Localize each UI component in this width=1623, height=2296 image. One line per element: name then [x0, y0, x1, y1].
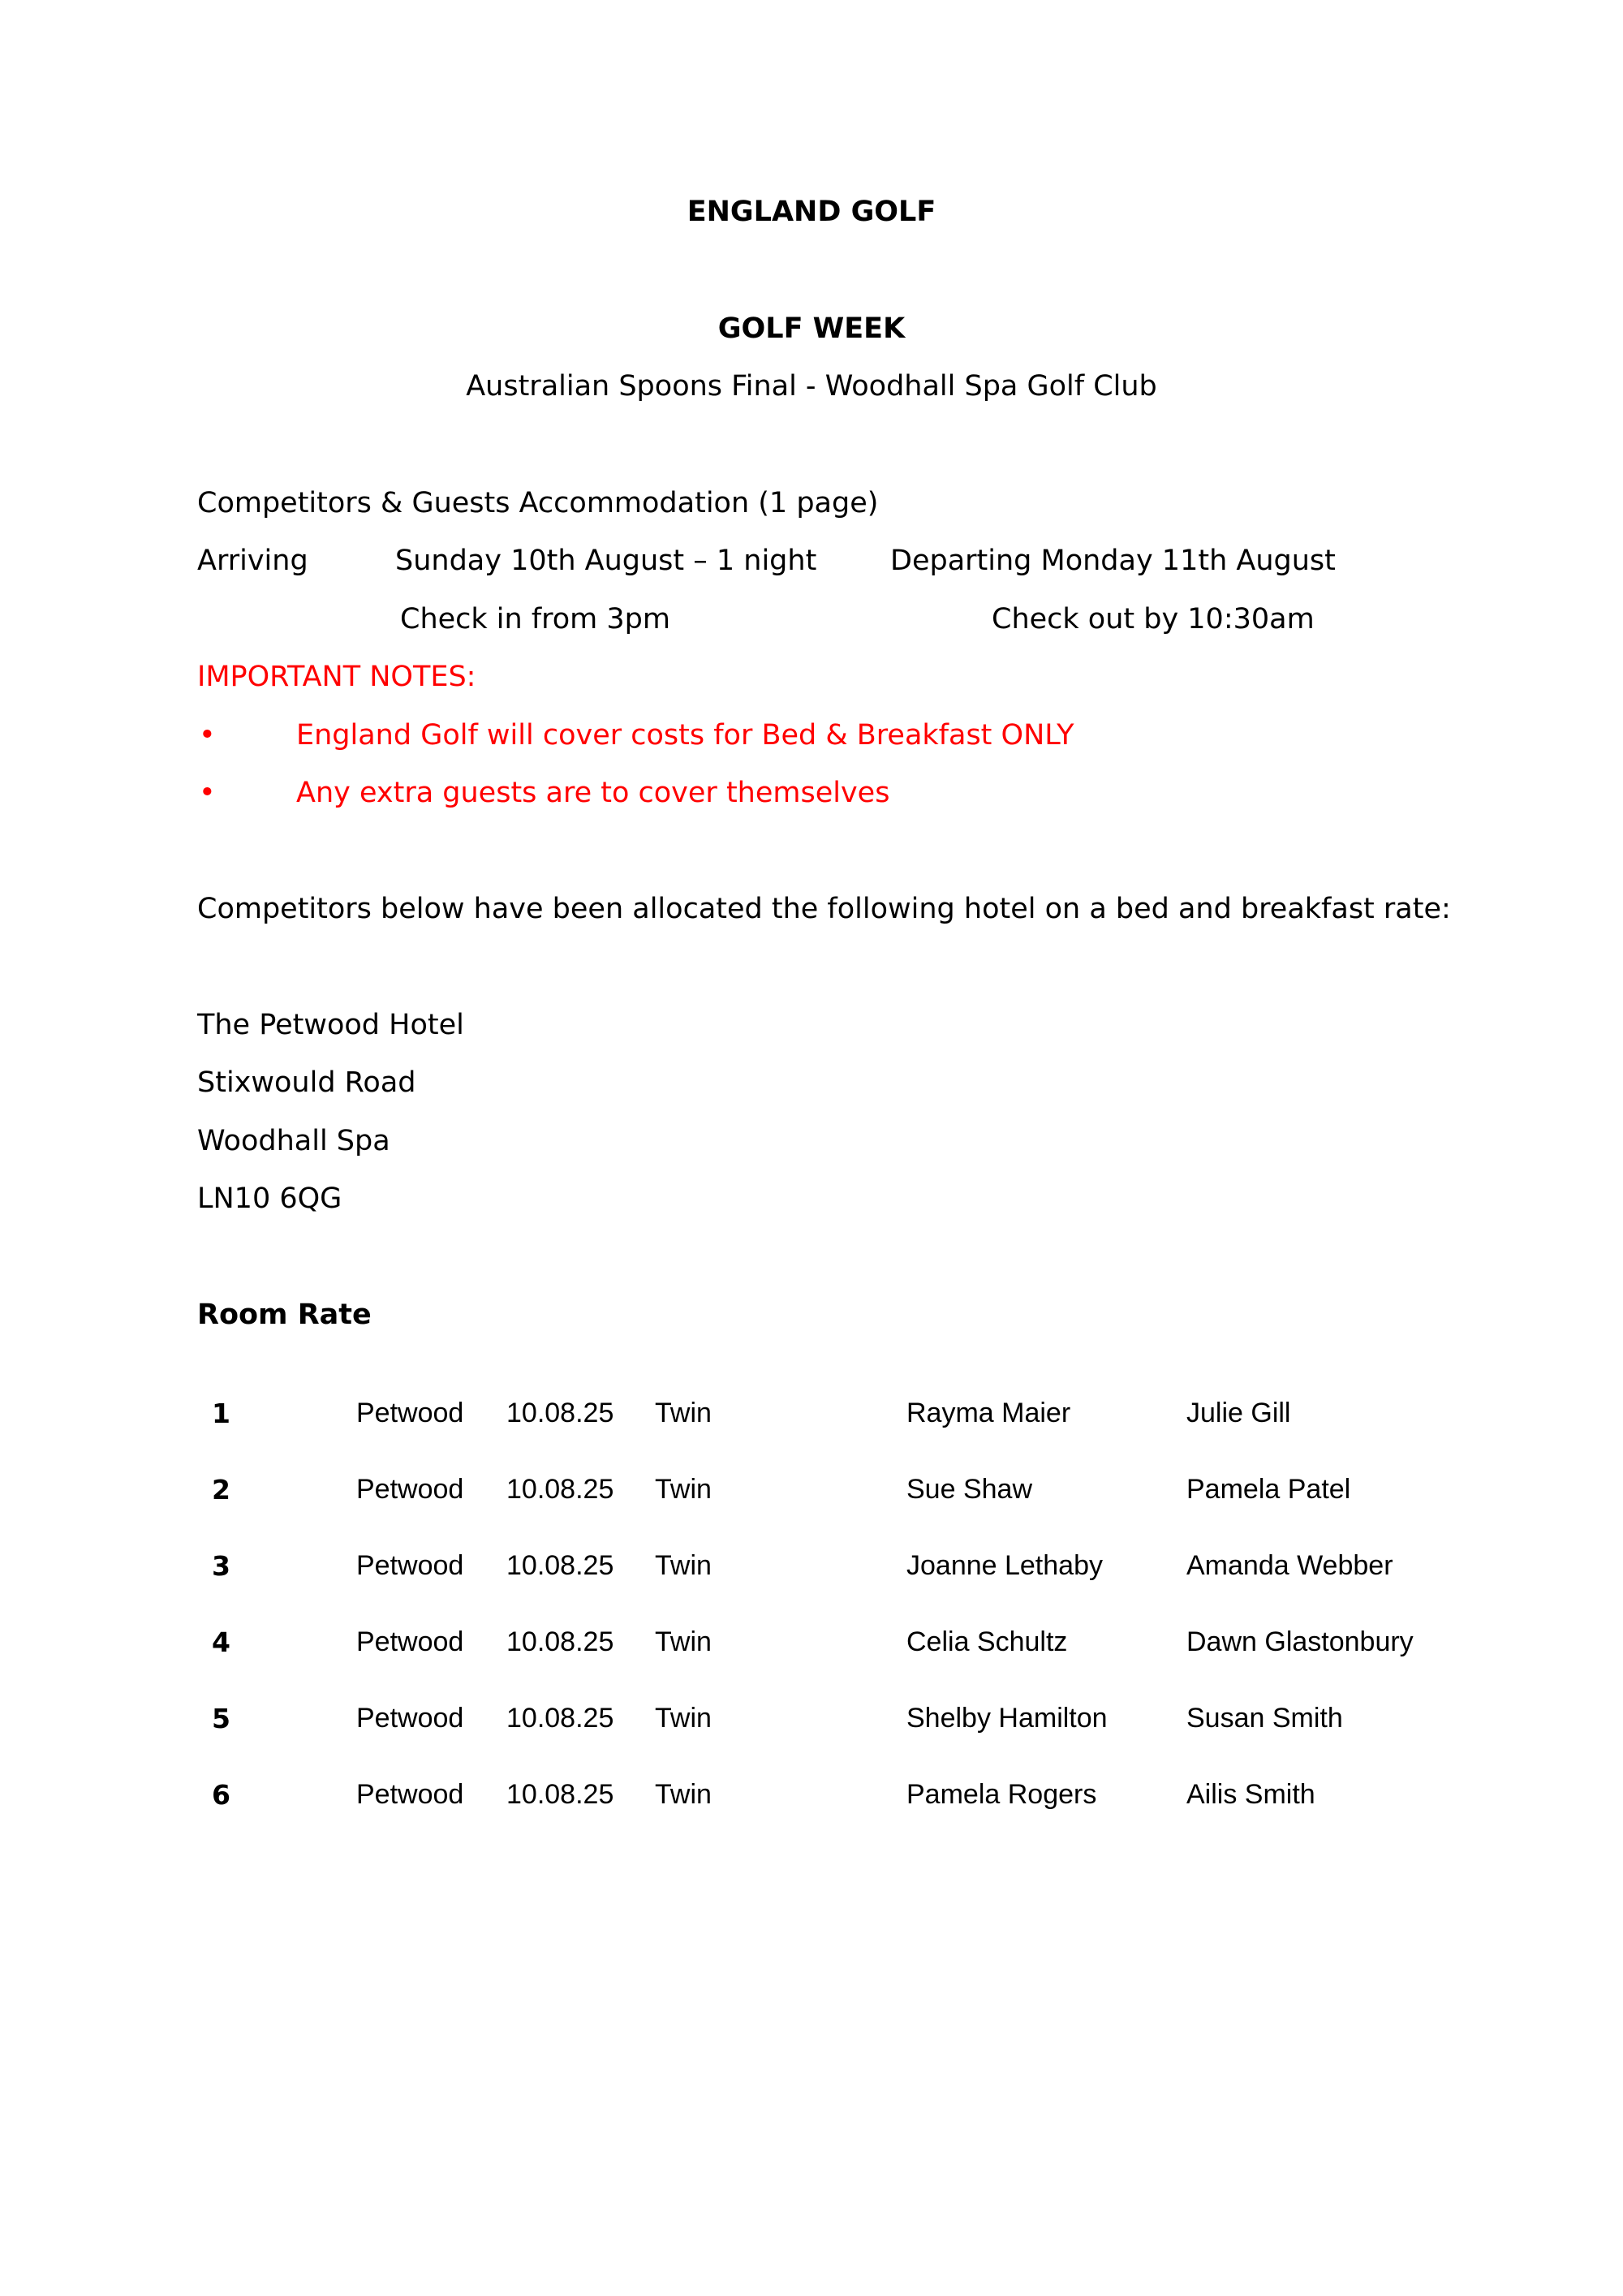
- departing-value: Departing Monday 11th August: [890, 545, 1336, 577]
- org-title: ENGLAND GOLF: [687, 196, 936, 228]
- note-item: England Golf will cover costs for Bed & Breakfast ONLY: [296, 719, 1074, 752]
- guest-name: Pamela Patel: [1186, 1474, 1351, 1505]
- room-type: Twin: [655, 1398, 712, 1428]
- room-hotel: Petwood: [356, 1474, 464, 1505]
- room-number: 5: [212, 1703, 230, 1734]
- hotel-postcode: LN10 6QG: [197, 1182, 342, 1215]
- arriving-value: Sunday 10th August – 1 night: [395, 545, 817, 577]
- room-number: 6: [212, 1779, 230, 1811]
- room-type: Twin: [655, 1550, 712, 1581]
- check-out: Check out by 10:30am: [992, 603, 1315, 635]
- hotel-name: The Petwood Hotel: [197, 1009, 464, 1041]
- room-type: Twin: [655, 1474, 712, 1505]
- room-hotel: Petwood: [356, 1550, 464, 1581]
- room-hotel: Petwood: [356, 1703, 464, 1734]
- guest-name: Susan Smith: [1186, 1703, 1343, 1734]
- event-subtitle: Australian Spoons Final - Woodhall Spa Golf Club: [466, 370, 1157, 403]
- room-type: Twin: [655, 1703, 712, 1734]
- note-item: Any extra guests are to cover themselves: [296, 777, 890, 809]
- allocation-text: Competitors below have been allocated the following hotel on a bed and breakfast rate:: [197, 893, 1451, 925]
- room-number: 3: [212, 1550, 230, 1582]
- hotel-street: Stixwould Road: [197, 1066, 416, 1099]
- room-hotel: Petwood: [356, 1779, 464, 1810]
- room-date: 10.08.25: [506, 1474, 614, 1505]
- room-number: 1: [212, 1398, 230, 1429]
- guest-name: Celia Schultz: [906, 1626, 1068, 1657]
- bullet-icon: •: [199, 777, 216, 809]
- room-number: 2: [212, 1474, 230, 1506]
- room-rate-heading: Room Rate: [197, 1299, 372, 1331]
- hotel-town: Woodhall Spa: [197, 1125, 390, 1157]
- bullet-icon: •: [199, 719, 216, 752]
- room-number: 4: [212, 1626, 230, 1658]
- room-date: 10.08.25: [506, 1703, 614, 1734]
- event-title: GOLF WEEK: [717, 312, 906, 345]
- guest-name: Shelby Hamilton: [906, 1703, 1108, 1734]
- room-date: 10.08.25: [506, 1626, 614, 1657]
- guest-name: Pamela Rogers: [906, 1779, 1097, 1810]
- guest-name: Rayma Maier: [906, 1398, 1071, 1428]
- guest-name: Sue Shaw: [906, 1474, 1032, 1505]
- guest-name: Amanda Webber: [1186, 1550, 1393, 1581]
- room-type: Twin: [655, 1779, 712, 1810]
- guest-name: Dawn Glastonbury: [1186, 1626, 1414, 1657]
- room-date: 10.08.25: [506, 1398, 614, 1428]
- room-date: 10.08.25: [506, 1550, 614, 1581]
- guest-name: Julie Gill: [1186, 1398, 1291, 1428]
- room-hotel: Petwood: [356, 1626, 464, 1657]
- guest-name: Ailis Smith: [1186, 1779, 1315, 1810]
- accommodation-heading: Competitors & Guests Accommodation (1 page): [197, 487, 879, 519]
- room-hotel: Petwood: [356, 1398, 464, 1428]
- arriving-label: Arriving: [197, 545, 308, 577]
- check-in: Check in from 3pm: [400, 603, 670, 635]
- room-type: Twin: [655, 1626, 712, 1657]
- room-date: 10.08.25: [506, 1779, 614, 1810]
- notes-heading: IMPORTANT NOTES:: [197, 661, 476, 693]
- guest-name: Joanne Lethaby: [906, 1550, 1103, 1581]
